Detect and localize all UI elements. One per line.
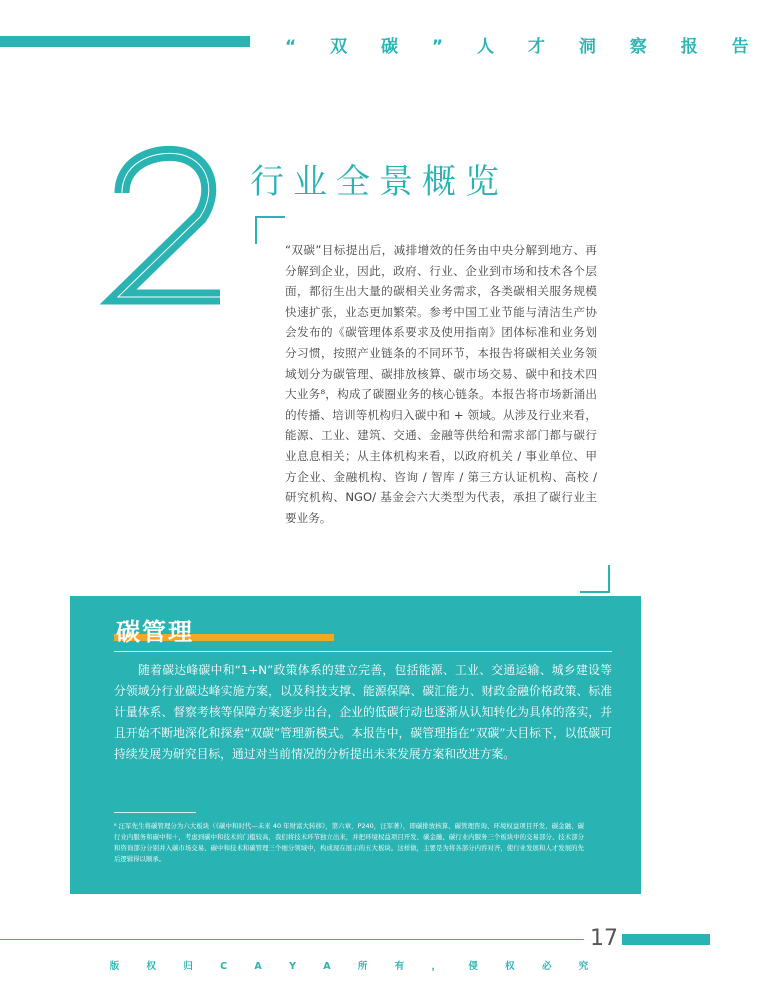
intro-paragraph: “双碳”目标提出后，减排增效的任务由中央分解到地方、再分解到企业，因此，政府、行业、企业到市场和技术各个层面，都衍生出大量的碳相关业务需求，各类碳相关服务规模快速扩张，业态更加繁荣。参考中国工业节能与清洁生产协会发布的《碳管理体系要求及使用指南》团体标准和业务划分习惯，按照产业链条的不同环节，本报告将碳相关业务领域划分为碳管理、碳排放核算、碳市场交易、碳中和技术四大业务⁸，构成了碳圈业务的核心链条。本报告将市场新涌出的传播、培训等机构归入碳中和 + 领域。从涉及行业来看，能源、工业、建筑、交通、金融等供给和需求部门都与碳行业息息相关；从主体机构来看，以政府机关 / 事业单位、甲方企业、金融机构、咨询 / 智库 / 第三方认证机构、高校 / 研究机构、NGO/ 基金会六大类型为代表，承担了碳行业主要业务。 — [285, 243, 597, 525]
footer-accent-bar — [622, 934, 710, 945]
section-heading: 行业全景概览 — [250, 162, 508, 202]
panel-divider — [114, 651, 612, 652]
panel-body-text: 随着碳达峰碳中和“1+N”政策体系的建立完善，包括能源、工业、交通运输、城乡建设等分领域分行业碳达峰实施方案，以及科技支撑、能源保障、碳汇能力、财政金融价格政策、标准计量体系、督察考核等保障方案逐步出台，企业的低碳行动也逐渐从认知转化为具体的落实，并且开始不断地深化和探索“双碳”管理新模式。本报告中，碳管理指在“双碳”大目标下，以低碳可持续发展为研究目标，通过对当前情况的分析提出未来发展方案和改进方案。 — [114, 663, 612, 761]
panel-heading-group — [114, 612, 344, 646]
header-accent-bar — [0, 36, 250, 47]
corner-bracket-top-left — [255, 216, 285, 244]
copyright-notice: 版 权 归 C A Y A 所 有 ， 侵 权 必 究 — [109, 961, 601, 972]
corner-bracket-bottom-right — [580, 565, 610, 593]
section-number-graphic — [108, 145, 223, 305]
footer-rule — [0, 939, 584, 940]
section-number-label: 2 — [108, 145, 109, 146]
footnote-divider — [114, 812, 196, 813]
page-number: 17 — [590, 926, 618, 951]
footnote: ⁸ 汪军先生将碳管理分为六大板块（《碳中和时代—未来 40 年财富大转移》，第六章，P240，汪军著），即碳排放核算、碳管理咨询、环境权益项目开发、碳金融、碳行业内服务和碳中和＋，考虑到碳中和技术的门槛较高，我们将技术环节独立出来，并把环境权益项目开发、碳金融、碳行业内服务三个板块中的交易部分、技术部分和咨询部分分别并入碳市场交易、碳中和技术和碳管理三个细分领域中，构成现在展示的五大板块。这样做，主要是为将各部分内容对齐，使行业发展和人才发展的先后逻辑得以顺承。 — [114, 822, 584, 863]
report-title: “ 双 碳 ” 人 才 洞 察 报 告 — [285, 37, 763, 57]
panel-heading: 碳管理 — [116, 618, 194, 646]
